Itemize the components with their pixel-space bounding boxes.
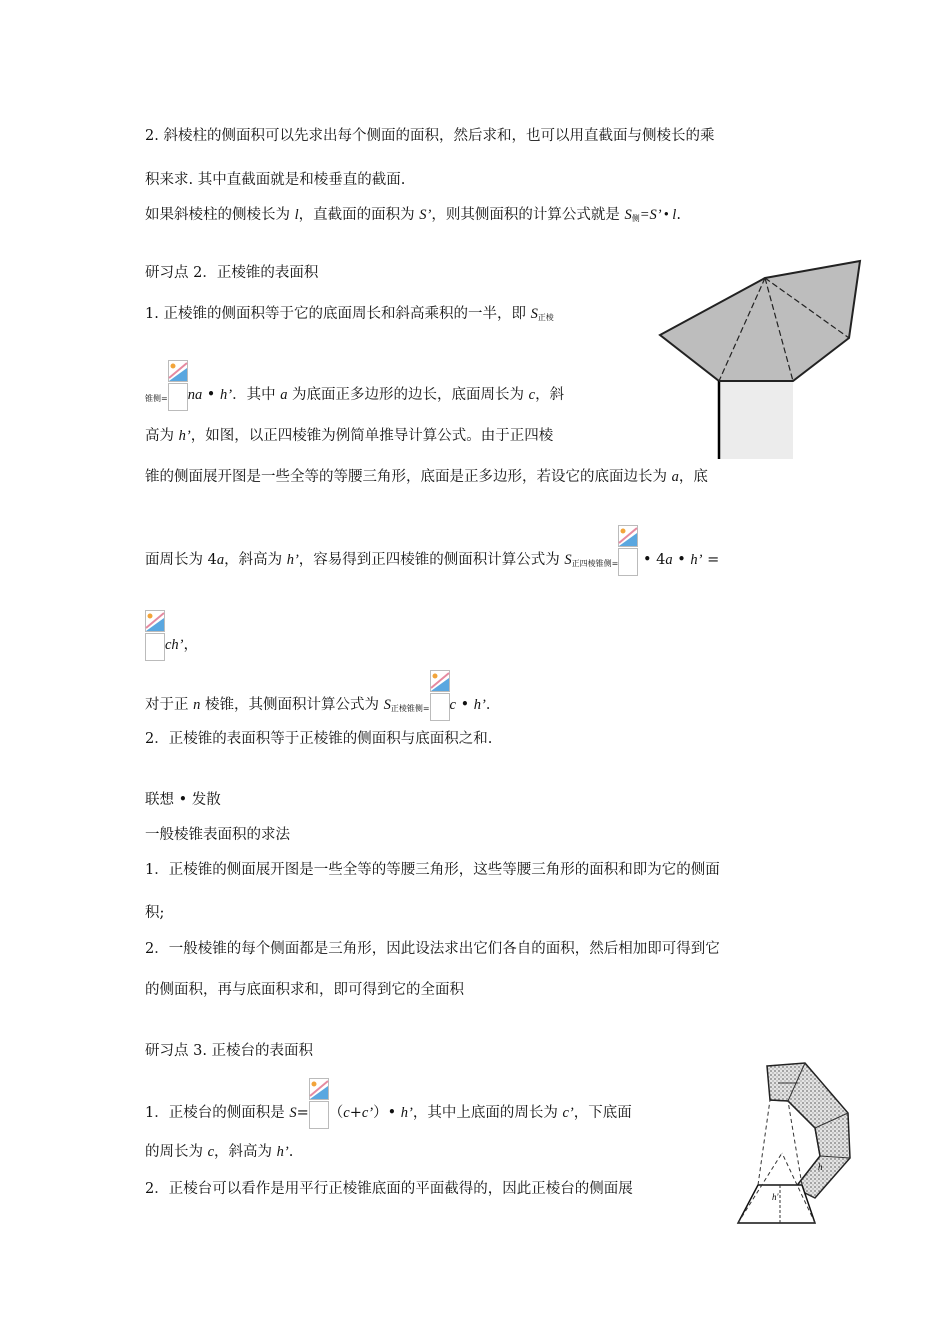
paragraph-line: 2．正棱锥的表面积等于正棱锥的侧面积与底面积之和. <box>145 731 493 747</box>
paragraph-line: 高为 h’，如图，以正四棱锥为例简单推导计算公式。由于正四棱 <box>145 428 554 444</box>
image-placeholder-icon <box>145 610 165 632</box>
fraction-image <box>618 525 638 575</box>
paragraph-line: 1．正棱台的侧面积是 S= （c+c’）• h’，其中上底面的周长为 c’，下底面 <box>145 1088 632 1138</box>
paragraph-line: 2．正棱台可以看作是用平行正棱锥底面的平面截得的，因此正棱台的侧面展 <box>145 1181 633 1197</box>
paragraph-line: 1. 正棱锥的侧面积等于它的底面周长和斜高乘积的一半，即 $S_{正棱}$ <box>145 306 554 322</box>
frustum-label-h: h <box>818 1162 823 1172</box>
paragraph-line: 2. 斜棱柱的侧面积可以先求出每个侧面的面积，然后求和，也可以用直截面与侧棱长的乘 <box>145 128 715 144</box>
fraction-image <box>309 1078 329 1128</box>
fraction-image <box>145 610 165 660</box>
image-placeholder-icon <box>168 360 188 382</box>
fraction-image <box>168 360 188 410</box>
section-heading: 联想 • 发散 <box>145 792 221 808</box>
image-placeholder-icon <box>430 670 450 692</box>
paragraph-line: 锥的侧面展开图是一些全等的等腰三角形，底面是正多边形，若设它的底面边长为 a，底 <box>145 469 708 485</box>
section-heading: 研习点 2．正棱锥的表面积 <box>145 265 319 281</box>
section-heading: 一般棱锥表面积的求法 <box>145 827 290 843</box>
pyramid-net-figure <box>655 255 865 460</box>
paragraph-line: 积; <box>145 905 165 921</box>
section-heading: 研习点 3. 正棱台的表面积 <box>145 1043 314 1059</box>
paragraph-line: 面周长为 4a，斜高为 h’，容易得到正四棱锥的侧面积计算公式为 $S_{正四棱锥侧=}$ • 4a • h’ = <box>145 535 719 585</box>
paragraph-line: 如果斜棱柱的侧棱长为 l，直截面的面积为 S’，则其侧面积的计算公式就是 $S_侧=S$’ • l. <box>145 207 681 223</box>
frustum-net-figure <box>730 1058 860 1228</box>
paragraph-line: 2．一般棱锥的每个侧面都是三角形，因此设法求出它们各自的面积，然后相加即可得到它 <box>145 941 720 957</box>
image-placeholder-icon <box>618 525 638 547</box>
image-placeholder-icon <box>309 1078 329 1100</box>
paragraph-line: 的侧面积，再与底面积求和，即可得到它的全面积 <box>145 982 464 998</box>
paragraph-line: 的周长为 c，斜高为 h’. <box>145 1144 294 1160</box>
frustum-label-hp: h' <box>772 1192 779 1202</box>
paragraph-line: 1．正棱锥的侧面展开图是一些全等的等腰三角形，这些等腰三角形的面积和即为它的侧面 <box>145 862 720 878</box>
paragraph-line: 对于正 n 棱锥，其侧面积计算公式为 $S_{正棱锥侧=}$ c • h’． <box>145 680 500 730</box>
paragraph-line: $_{锥侧=}$ na • h’．其中 a 为底面正多边形的边长，底面周长为 c，斜 <box>145 370 564 420</box>
paragraph-line: 积来求. 其中直截面就是和棱垂直的截面. <box>145 172 406 188</box>
paragraph-line: ch’， <box>145 620 198 670</box>
fraction-image <box>430 670 450 720</box>
